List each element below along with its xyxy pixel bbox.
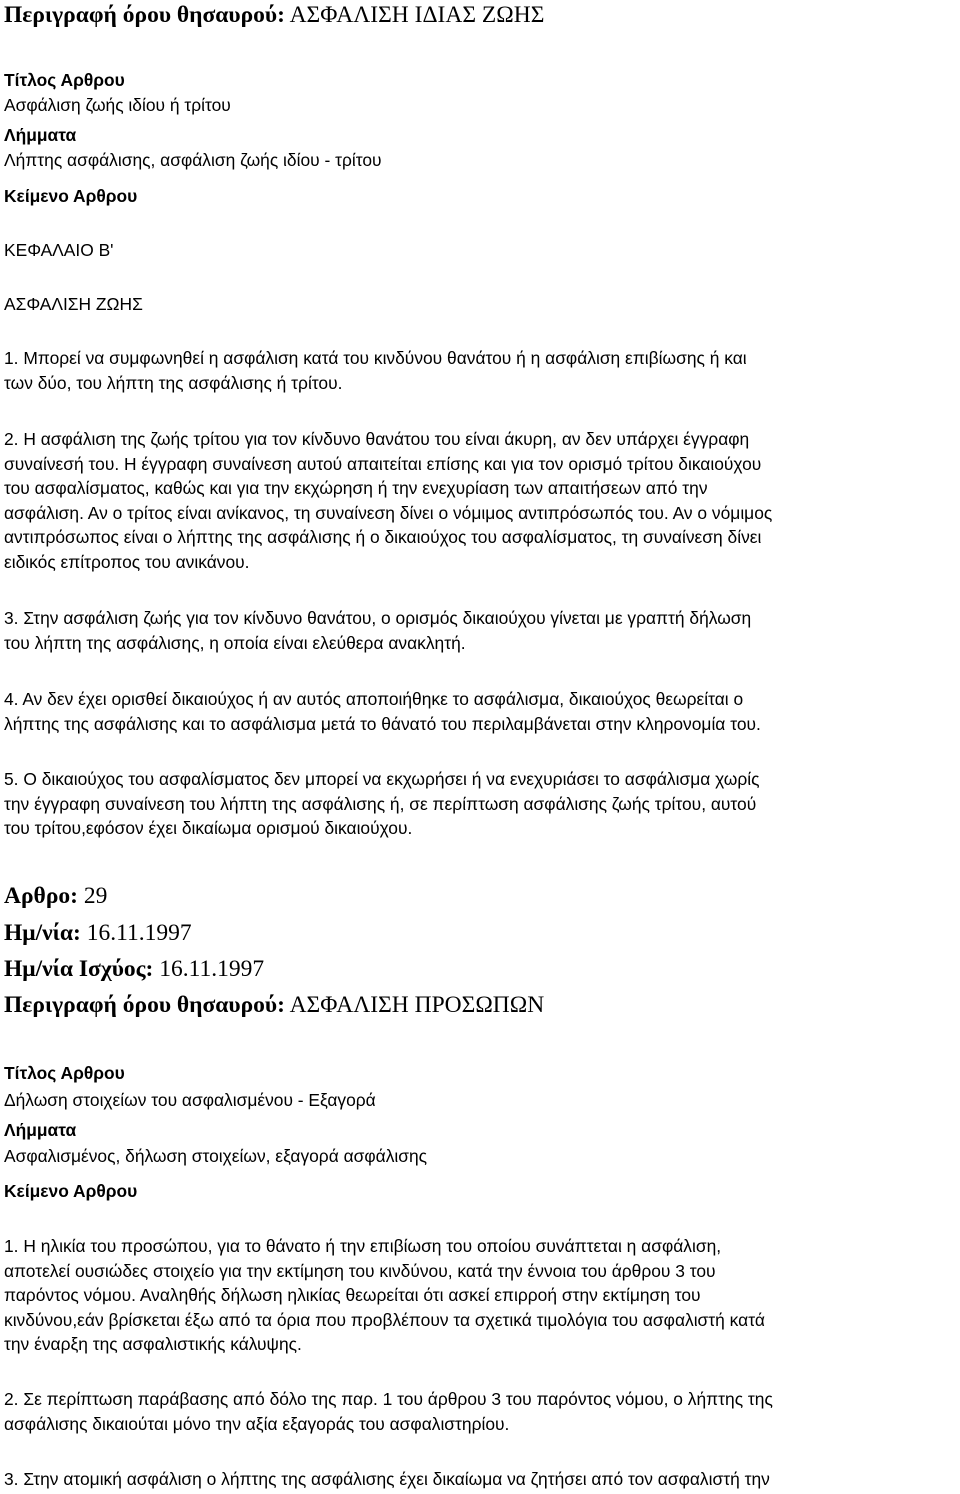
paragraph-line: 5. Ο δικαιούχος του ασφαλίσματος δεν μπορεί να εκχωρήσει ή να ενεχυριάσει το ασφάλισμα χωρίς	[4, 769, 760, 789]
paragraph-line: παρόντος νόμου. Αναληθής δήλωση ηλικίας θεωρείται ότι ασκεί επιρροή στην εκτίμηση του	[4, 1285, 701, 1305]
paragraph-line: 1. Η ηλικία του προσώπου, για το θάνατο ή την επιβίωση του οποίου συνάπτεται η ασφάλιση,	[4, 1236, 722, 1256]
lemmata-label: Λήμματα	[4, 1120, 77, 1140]
date-line	[4, 919, 956, 947]
paragraph-line: λήπτης της ασφάλισης και το ασφάλισμα μετά το θάνατό του περιλαμβάνεται στην κληρονομία του.	[4, 713, 761, 734]
paragraph-line: την έναρξη της ασφαλιστικής κάλυψης.	[4, 1334, 302, 1354]
article-number-line	[4, 882, 956, 910]
paragraph	[4, 1467, 956, 1492]
paragraph-line: του λήπτη της ασφάλισης, η οποία είναι ελεύθερα ανακλητή.	[4, 632, 466, 653]
paragraph-line: 3. Στην ασφάλιση ζωής για τον κίνδυνο θανάτου, ο ορισμός δικαιούχου γίνεται με γραπτή δήλωση	[4, 608, 752, 628]
date-value: 16.11.1997	[86, 920, 192, 946]
paragraph	[4, 1234, 956, 1357]
article-label: Αρθρο:	[4, 883, 78, 909]
paragraph-line: την έγγραφη συναίνεση του λήπτη της ασφάλισης ή, σε περίπτωση ασφάλισης ζωής τρίτου, αυτού	[4, 793, 757, 814]
title-value: Δήλωση στοιχείων του ασφαλισμένου - Εξαγορά	[4, 1090, 376, 1110]
paragraph	[4, 767, 956, 841]
effective-date-value: 16.11.1997	[159, 956, 265, 982]
paragraph	[4, 346, 956, 395]
paragraph-line: 2. Σε περίπτωση παράβασης από δόλο της παρ. 1 του άρθρου 3 του παρόντος νόμου, ο λήπτης της	[4, 1389, 773, 1409]
paragraph-line: των δύο, του λήπτη της ασφάλισης ή τρίτου.	[4, 372, 343, 393]
paragraph-line: 1. Μπορεί να συμφωνηθεί η ασφάλιση κατά του κινδύνου θανάτου ή η ασφάλιση επιβίωσης ή και	[4, 348, 747, 368]
paragraph-line: ειδικός επίτροπος του ανικάνου.	[4, 551, 250, 572]
title-label: Τίτλος Αρθρου	[4, 1063, 125, 1083]
paragraph-line: κινδύνου,εάν βρίσκεται έξω από τα όρια που προβλέπουν τα σχετικά τιμολόγια του ασφαλιστή κατά	[4, 1309, 765, 1330]
paragraph-line: του ασφαλίσματος, καθώς και για την εκχώρηση ή την ενεχυρίαση των απαιτήσεων από την	[4, 478, 708, 498]
effective-date-label: Ημ/νία Ισχύος:	[4, 956, 154, 982]
thesaurus-heading	[4, 1, 956, 29]
thesaurus-label: Περιγραφή όρου θησαυρού:	[4, 992, 285, 1018]
paragraph-line: 2. Η ασφάλιση της ζωής τρίτου για τον κίνδυνο θανάτου του είναι άκυρη, αν δεν υπάρχει έγγραφη	[4, 429, 750, 449]
effective-date-line	[4, 955, 956, 983]
lemmata-label: Λήμματα	[4, 125, 77, 145]
paragraph	[4, 606, 956, 655]
thesaurus-value: ΑΣΦΑΛΙΣΗ ΠΡΟΣΩΠΩΝ	[289, 992, 545, 1018]
text-label: Κείμενο Αρθρου	[4, 186, 138, 206]
paragraph-line: ασφάλισης δικαιούται μόνο την αξία εξαγοράς του ασφαλιστηρίου.	[4, 1413, 510, 1434]
date-label: Ημ/νία:	[4, 920, 81, 946]
lemmata-value: Ασφαλισμένος, δήλωση στοιχείων, εξαγορά ασφάλισης	[4, 1146, 428, 1166]
paragraph	[4, 687, 956, 736]
paragraph	[4, 1387, 956, 1436]
chapter-title: ΑΣΦΑΛΙΣΗ ΖΩΗΣ	[4, 294, 143, 314]
text-label: Κείμενο Αρθρου	[4, 1181, 138, 1201]
paragraph-line: του τρίτου,εφόσον έχει δικαίωμα ορισμού δικαιούχου.	[4, 818, 413, 838]
lemmata-value: Λήπτης ασφάλισης, ασφάλιση ζωής ιδίου - τρίτου	[4, 150, 382, 170]
title-value: Ασφάλιση ζωής ιδίου ή τρίτου	[4, 95, 231, 115]
chapter-number: ΚΕΦΑΛΑΙΟ Β'	[4, 240, 114, 260]
title-label: Τίτλος Αρθρου	[4, 70, 125, 90]
thesaurus-value: ΑΣΦΑΛΙΣΗ ΙΔΙΑΣ ΖΩΗΣ	[289, 2, 545, 28]
article-value: 29	[83, 883, 108, 909]
paragraph-line: αντιπρόσωπος είναι ο λήπτης της ασφάλισης ή ο δικαιούχος του ασφαλίσματος, τη συναίνεση δίνει	[4, 527, 762, 547]
paragraph-line: συναίνεσή του. Η έγγραφη συναίνεση αυτού απαιτείται επίσης και για τον ορισμό τρίτου δικαιούχου	[4, 453, 762, 474]
paragraph-line: αποτελεί ουσιώδες στοιχείο για την εκτίμηση του κινδύνου, κατά την έννοια του άρθρου 3 του	[4, 1260, 716, 1281]
paragraph	[4, 427, 956, 574]
paragraph-line: 4. Αν δεν έχει ορισθεί δικαιούχος ή αν αυτός αποποιήθηκε το ασφάλισμα, δικαιούχος θεωρείται ο	[4, 689, 744, 709]
thesaurus-heading	[4, 991, 956, 1019]
thesaurus-label: Περιγραφή όρου θησαυρού:	[4, 2, 285, 28]
paragraph-line: 3. Στην ατομική ασφάλιση ο λήπτης της ασφάλισης έχει δικαίωμα να ζητήσει από τον ασφαλιστή την	[4, 1469, 770, 1489]
paragraph-line: ασφάλιση. Αν ο τρίτος είναι ανίκανος, τη συναίνεση δίνει ο νόμιμος αντιπρόσωπός του. Αν ο νόμιμος	[4, 502, 773, 523]
